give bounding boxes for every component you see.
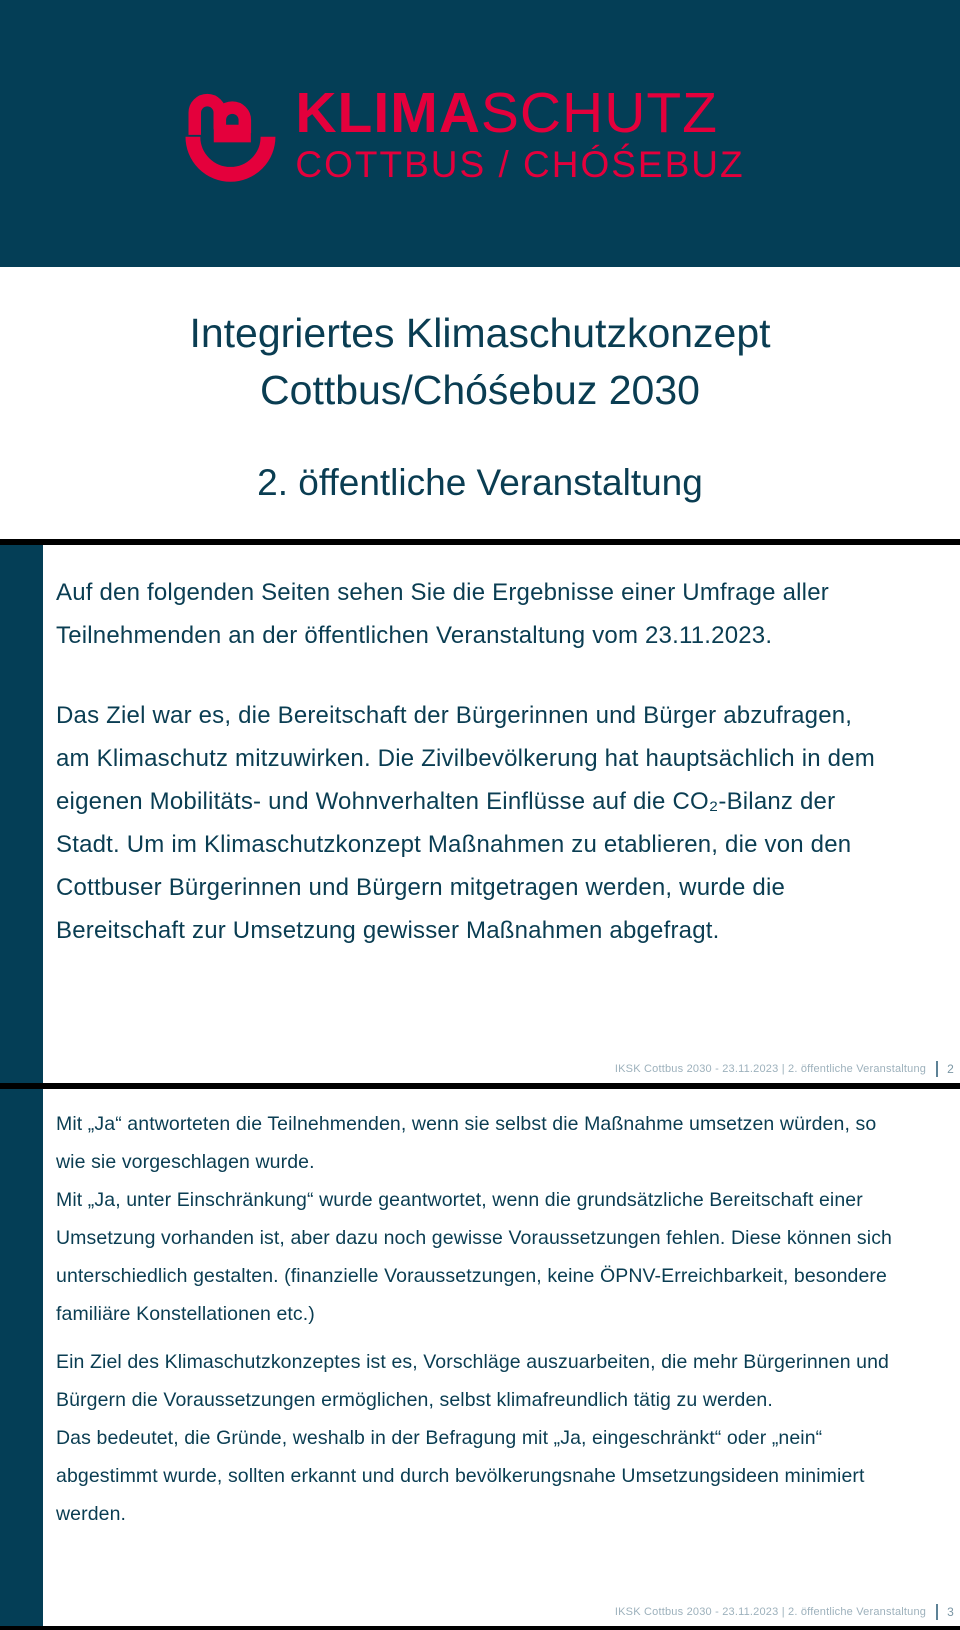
slide-2-content	[43, 545, 960, 1083]
footer-text: IKSK Cottbus 2030 - 23.11.2023 | 2. öffentliche Veranstaltung	[614, 1606, 927, 1618]
brand-word-klima: KLIMA	[295, 80, 481, 145]
document-title	[0, 305, 960, 420]
brand-wordmark	[295, 80, 745, 185]
document-subtitle: 2. öffentliche Veranstaltung	[257, 461, 703, 503]
klimaschutz-logo	[179, 82, 744, 186]
slide-3-content	[43, 1089, 960, 1626]
slide-2-footer	[615, 1061, 954, 1077]
cottbus-logo-icon	[179, 82, 281, 186]
slide-page-3	[0, 1089, 960, 1626]
brand-word-city: COTTBUS / CHÓŚEBUZ	[295, 143, 745, 185]
brand-wordmark-line1	[295, 80, 744, 145]
title-block	[0, 267, 960, 504]
slide-3-paragraph-ziel: Ein Ziel des Klimaschutzkonzeptes ist es, Vorschläge auszuarbeiten, die mehr Bürgerinnen und Bürgern die Voraussetzungen ermöglichen, selbst klimafreundlich tätig zu werden.	[56, 1351, 889, 1411]
document-title-line1: Integriertes Klimaschutzkonzept	[189, 310, 771, 356]
slide-3-footer	[615, 1604, 954, 1620]
slide-2-paragraph-intro: Auf den folgenden Seiten sehen Sie die Ergebnisse einer Umfrage aller Teilnehmenden an der öffentlichen Veranstaltung vom 23.11.2023.	[56, 579, 829, 649]
slide-page-2	[0, 545, 960, 1083]
page-number: 3	[947, 1605, 954, 1619]
page-number: 2	[947, 1062, 954, 1076]
footer-text: IKSK Cottbus 2030 - 23.11.2023 | 2. öffentliche Veranstaltung	[614, 1063, 927, 1075]
brand-word-schutz: SCHUTZ	[480, 80, 719, 145]
slide-accent-strip	[0, 545, 43, 1083]
slide-2-paragraph-goal: Das Ziel war es, die Bereitschaft der Bürgerinnen und Bürger abzufragen, am Klimaschutz mitzuwirken. Die Zivilbevölkerung hat hauptsächlich in dem eigenen Mobilitäts- und Wohnverhalten Einflüsse auf die CO₂-Bilanz der Stadt. Um im Klimaschutzkonzept Maßnahmen zu etablieren, die von den Cottbuser Bürgerinnen und Bürgern mitgetragen werden, wurde die Bereitschaft zur Umsetzung gewisser Maßnahmen abgefragt.	[56, 702, 875, 944]
slide-3-paragraph-bedeutung: Das bedeutet, die Gründe, weshalb in der Befragung mit „Ja, eingeschränkt“ oder „nein“ abgestimmt wurde, sollten erkannt und durch bevölkerungsnahe Umsetzungsideen minimiert werden.	[56, 1427, 865, 1525]
document-title-line2: Cottbus/Chóśebuz 2030	[260, 367, 700, 414]
footer-separator	[936, 1061, 938, 1077]
slide-3-paragraph-ja: Mit „Ja“ antworteten die Teilnehmenden, wenn sie selbst die Maßnahme umsetzen würden, so wie sie vorgeschlagen wurde.	[56, 1113, 877, 1173]
page-header	[0, 0, 960, 267]
slide-accent-strip	[0, 1089, 43, 1626]
footer-separator	[936, 1604, 938, 1620]
divider-rule-bottom	[0, 1626, 960, 1630]
slide-3-paragraph-einschraenkung: Mit „Ja, unter Einschränkung“ wurde geantwortet, wenn die grundsätzliche Bereitschaft einer Umsetzung vorhanden ist, aber dazu noch gewisse Voraussetzungen fehlen. Diese können sich unterschiedlich gestalten. (finanzielle Voraussetzungen, keine ÖPNV-Erreichbarkeit, besondere familiäre Konstellationen etc.)	[56, 1189, 892, 1325]
